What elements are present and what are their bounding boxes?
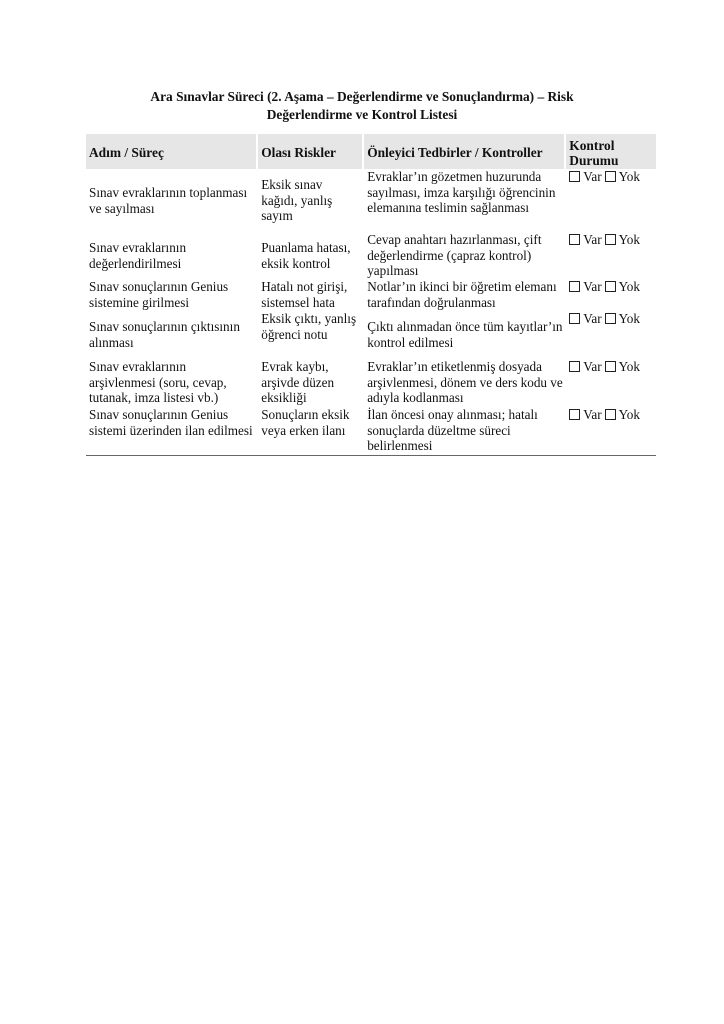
checkbox-square-icon[interactable] [605, 409, 616, 420]
checkbox-square-icon[interactable] [569, 409, 580, 420]
measure-cell: Notlar’ın ikinci bir öğretim elemanı tarafından doğrulanması [367, 279, 557, 310]
header-step: Adım / Süreç [86, 134, 258, 169]
measure-cell: İlan öncesi onay alınması; hatalı sonuçlarda düzeltme süreci belirlenmesi [367, 407, 538, 454]
control-status-cell [566, 232, 656, 279]
table-row [86, 279, 656, 311]
checkbox-label-yok: Yok [618, 232, 640, 247]
checkbox-label-var: Var [583, 279, 602, 294]
checkbox-square-icon[interactable] [605, 361, 616, 372]
step-cell: Sınav evraklarının arşivlenmesi (soru, cevap, tutanak, imza listesi vb.) [89, 359, 227, 406]
risk-cell: Puanlama hatası, eksik kontrol [261, 239, 351, 271]
control-status-cell [566, 279, 656, 311]
step-cell: Sınav evraklarının değerlendirilmesi [89, 239, 187, 271]
measure-cell: Cevap anahtarı hazırlanması, çift değerlendirme (çapraz kontrol) yapılması [367, 232, 542, 279]
measure-cell: Evraklar’ın etiketlenmiş dosyada arşivlenmesi, dönem ve ders kodu ve adıyla kodlanması [367, 359, 563, 406]
header-measures: Önleyici Tedbirler / Kontroller [364, 134, 566, 169]
table-row [86, 407, 656, 455]
risk-cell: Sonuçların eksik veya erken ilanı [261, 407, 350, 438]
step-cell: Sınav evraklarının toplanması ve sayılması [89, 184, 248, 216]
checkbox-label-var: Var [583, 311, 602, 326]
control-status-cell [566, 359, 656, 407]
checkbox-var[interactable] [569, 232, 601, 247]
measure-cell: Evraklar’ın gözetmen huzurunda sayılması, imza karşılığı öğrencinin elemanına teslimin sağlanması [367, 169, 556, 216]
measure-cell: Çıktı alınmadan önce tüm kayıtlar’ın kontrol edilmesi [367, 319, 563, 350]
table-header-row [86, 134, 656, 169]
checkbox-square-icon[interactable] [569, 281, 580, 292]
title-line-1: Ara Sınavlar Süreci (2. Aşama – Değerlendirme ve Sonuçlandırma) – Risk [150, 89, 574, 104]
risk-checklist-table [86, 134, 656, 456]
risk-cell: Hatalı not girişi, sistemsel hata [261, 279, 348, 310]
checkbox-label-yok: Yok [618, 407, 640, 422]
checkbox-square-icon[interactable] [605, 313, 616, 324]
checkbox-var[interactable] [569, 407, 601, 422]
checkbox-yok[interactable] [605, 311, 640, 326]
checkbox-yok[interactable] [605, 169, 640, 184]
document-title [60, 88, 664, 124]
table-row [86, 169, 656, 232]
checkbox-label-yok: Yok [618, 311, 640, 326]
control-status-cell [566, 407, 656, 455]
control-status-cell [566, 169, 656, 232]
step-cell: Sınav sonuçlarının Genius sistemi üzerinden ilan edilmesi [89, 407, 253, 438]
checkbox-label-yok: Yok [618, 359, 640, 374]
checkbox-var[interactable] [569, 169, 601, 184]
checkbox-label-var: Var [583, 232, 602, 247]
step-cell: Sınav sonuçlarının çıktısının alınması [89, 319, 240, 350]
checkbox-label-var: Var [583, 407, 602, 422]
checkbox-label-yok: Yok [618, 169, 640, 184]
checkbox-yok[interactable] [605, 359, 640, 374]
checkbox-square-icon[interactable] [605, 281, 616, 292]
checkbox-square-icon[interactable] [569, 171, 580, 182]
checkbox-square-icon[interactable] [605, 234, 616, 245]
control-status-cell [566, 311, 656, 359]
checkbox-yok[interactable] [605, 232, 640, 247]
title-line-2: Değerlendirme ve Kontrol Listesi [266, 107, 458, 122]
checkbox-yok[interactable] [605, 407, 640, 422]
checkbox-label-var: Var [583, 169, 602, 184]
checkbox-yok[interactable] [605, 279, 640, 294]
table-row [86, 359, 656, 407]
checkbox-label-var: Var [583, 359, 602, 374]
checkbox-square-icon[interactable] [569, 361, 580, 372]
checkbox-var[interactable] [569, 279, 601, 294]
checkbox-square-icon[interactable] [569, 234, 580, 245]
table-row [86, 311, 656, 359]
table-row [86, 232, 656, 279]
risk-cell: Evrak kaybı, arşivde düzen eksikliği [261, 359, 335, 406]
header-risks: Olası Riskler [258, 134, 364, 169]
checkbox-square-icon[interactable] [605, 171, 616, 182]
checkbox-var[interactable] [569, 311, 601, 326]
checkbox-var[interactable] [569, 359, 601, 374]
risk-cell: Eksik çıktı, yanlış öğrenci notu [261, 311, 357, 342]
checkbox-label-yok: Yok [618, 279, 640, 294]
header-control-status: Kontrol Durumu [566, 134, 656, 169]
checkbox-square-icon[interactable] [569, 313, 580, 324]
step-cell: Sınav sonuçlarının Genius sistemine girilmesi [89, 279, 229, 310]
risk-cell: Eksik sınav kağıdı, yanlış sayım [261, 177, 333, 224]
